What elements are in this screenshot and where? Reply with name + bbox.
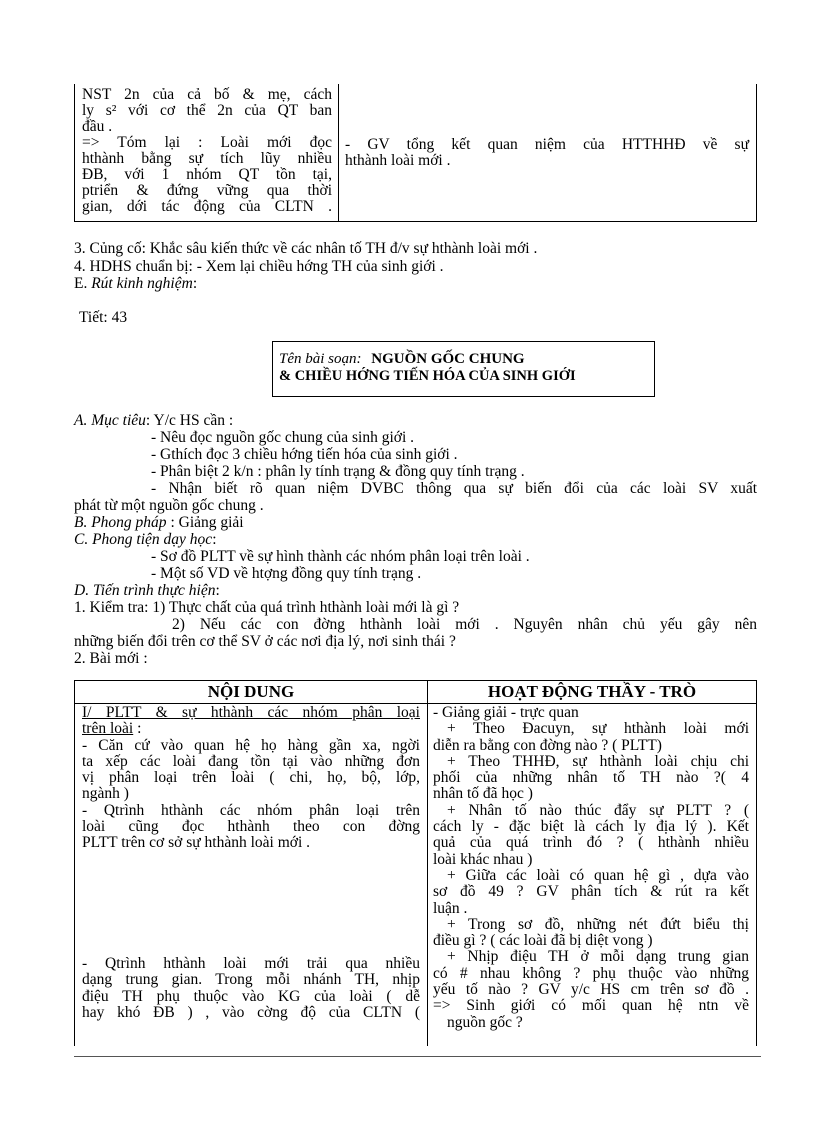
text-line: vị phân loại trên loài ( chi, họ, bộ, lớp, [82, 769, 420, 787]
text-line: đầu . [82, 118, 113, 135]
section-title: I/ PLTT & sự hthành các nhóm phân loại [82, 704, 420, 721]
table-divider [427, 681, 428, 1046]
consolidation-line: 3. Củng cố: Khắc sâu kiến thức về các nhân tố TH đ/v sự hthành loài mới . [74, 240, 538, 257]
text-line: + Nhân tố nào thúc đẩy sự PLTT ? ( [447, 801, 749, 819]
text-line: - Căn cứ vào quan hệ họ hàng gần xa, ngời [82, 736, 420, 754]
text-line: luận . [433, 899, 468, 917]
text-line: ta xếp các loài đang tồn tại vào những đơn [82, 752, 420, 770]
section-b-heading [74, 514, 244, 531]
lesson-number: Tiết: 43 [79, 309, 128, 326]
top-table-right-cell [345, 137, 749, 169]
text-line: + Nhịp điệu TH ở mỗi dạng trung gian [447, 948, 749, 966]
text-line: ngành ) [82, 785, 129, 803]
text-line: diễn ra bằng con đờng nào ? ( PLTT) [433, 736, 662, 754]
text-line: cách ly - đặc biệt là cách ly địa lý ). Kết [433, 818, 749, 836]
text-line: loài cũng đọc hthành theo con đờng [82, 818, 420, 836]
top-table-left-cell [82, 87, 332, 215]
objective-item: - Nhận biết rõ quan niệm DVBC thông qua sự biến đổi của các loài SV xuất [151, 480, 757, 497]
text-line: hthành loài mới . [345, 152, 451, 169]
text-line: loài khác nhau ) [433, 850, 533, 868]
footer-rule [74, 1056, 761, 1057]
lesson-table [74, 680, 757, 1046]
teaching-aid-item: - Một số VD về htợng đồng quy tính trạng . [151, 565, 422, 582]
section-a-heading [74, 412, 233, 429]
content-column-lower [82, 956, 420, 1021]
title-label: Tên bài soạn: [279, 351, 362, 367]
label-prefix: E. [74, 275, 92, 292]
reflection-line [74, 275, 197, 292]
section-c-rest: : [212, 531, 217, 548]
objective-item: - Phân biệt 2 k/n : phân ly tính trạng & đồng quy tính trạng . [151, 463, 525, 480]
text-line: sơ đồ 49 ? GV phân tích & rút ra kết [433, 883, 749, 901]
text-line: + Trong sơ đồ, những nét đứt biểu thị [447, 915, 749, 933]
text-line: nguồn gốc ? [447, 1013, 523, 1031]
check-question-2-cont: những biến đổi trên cơ thể SV ở các nơi địa lý, nơi sinh thái ? [74, 633, 456, 650]
text-line: ptriển & đứng vững qua thời [82, 182, 332, 199]
text-line: + Theo THHĐ, sự hthành loài chịu chi [447, 752, 749, 770]
teaching-aid-item: - Sơ đồ PLTT về sự hình thành các nhóm phân loại trên loài . [151, 548, 530, 565]
table-divider [338, 84, 339, 221]
text-line: => Tóm lại : Loài mới đọc [82, 134, 332, 151]
objective-item: - Gthích đọc 3 chiều hớng tiến hóa của sinh giới . [151, 446, 458, 463]
text-line: - Qtrình hthành các nhóm phân loại trên [82, 801, 420, 819]
section-d-rest: : [215, 582, 220, 599]
text-line: dạng trung gian. Trong mỗi nhánh TH, nhịp [82, 971, 420, 989]
section-title-suffix: : [133, 720, 142, 738]
section-title-underlined: trên loài [82, 720, 134, 738]
text-line: gian, dới tác động của CLTN . [82, 198, 332, 215]
header-content: NỘI DUNG [207, 682, 295, 701]
text-line: PLTT trên cơ sở sự hthành loài mới . [82, 834, 311, 852]
text-line: + Theo Đacuyn, sự hthành loài mới [447, 720, 749, 738]
lesson-title-box [272, 341, 655, 397]
new-lesson-heading: 2. Bài mới : [74, 650, 148, 667]
section-b-label: B. Phong pháp [74, 514, 167, 531]
text-line: ly s² với cơ thể 2n của QT ban [82, 102, 332, 119]
text-line: nhân tố đã học ) [433, 785, 533, 803]
reflection-label: Rút kinh nghiệm [91, 275, 193, 292]
section-d-label: D. Tiến trình thực hiện [74, 582, 216, 599]
top-table [74, 84, 757, 222]
lesson-title-row1 [279, 351, 525, 368]
section-a-label: A. Mục tiêu [74, 412, 146, 429]
text-line: + Giữa các loài có quan hệ gì , dựa vào [447, 866, 749, 884]
text-line: quả của quá trình đó ? ( hthành nhiều [433, 834, 749, 852]
check-question-1: 1. Kiểm tra: 1) Thực chất của quá trình hthành loài mới là gì ? [74, 599, 460, 616]
section-b-rest: : Giảng giải [170, 514, 244, 531]
section-title-cont [82, 721, 420, 737]
text-line: điều gì ? ( các loài đã bị diệt vong ) [433, 932, 653, 950]
text-line: có # nhau không ? phụ thuộc vào những [433, 964, 749, 982]
objective-item: - Nêu đọc nguồn gốc chung của sinh giới . [151, 429, 415, 446]
activities-column [433, 705, 749, 1031]
text-line: - Qtrình hthành loài mới trải qua nhiều [82, 955, 420, 972]
check-question-2: 2) Nếu các con đờng hthành loài mới . Nguyên nhân chủ yếu gây nên [172, 616, 757, 633]
section-a-rest: : Y/c HS cần : [145, 412, 234, 429]
content-column [82, 705, 420, 852]
text-line: điệu TH phụ thuộc vào KG của loài ( dễ [82, 987, 420, 1005]
objective-item-cont: phát từ một nguồn gốc chung . [74, 497, 264, 514]
text-line: hthành bằng sự tích lũy nhiều [82, 150, 332, 167]
text-line: hay khó ĐB ) , vào cờng độ của CLTN ( [82, 1003, 420, 1021]
text-line: - Giảng giải - trực quan [433, 704, 579, 721]
text-line: phối của những nhân tố TH nào ?( 4 [433, 769, 749, 787]
text-line: yếu tố nào ? GV y/c HS cm trên sơ đồ . [433, 981, 749, 999]
section-c-label: C. Phong tiện dạy học [74, 531, 213, 548]
text-line: NST 2n của cả bố & mẹ, cách [82, 86, 332, 103]
header-activities: HOẠT ĐỘNG THẦY - TRÒ [487, 682, 697, 701]
homework-line: 4. HDHS chuẩn bị: - Xem lại chiều hớng TH của sinh giới . [74, 258, 444, 275]
label-suffix: : [192, 275, 198, 292]
lesson-title-line1: NGUỒN GỐC CHUNG [371, 351, 525, 367]
lesson-title-line2: & CHIỀU HỚNG TIẾN HÓA CỦA SINH GIỚI [279, 368, 576, 384]
text-line: => Sinh giới có mối quan hệ ntn về [433, 997, 749, 1015]
text-line: - GV tổng kết quan niệm của HTTHHĐ về sự [345, 136, 749, 153]
section-d-heading [74, 582, 220, 599]
section-c-heading [74, 531, 217, 548]
text-line: ĐB, với 1 nhóm QT tồn tại, [82, 166, 332, 183]
